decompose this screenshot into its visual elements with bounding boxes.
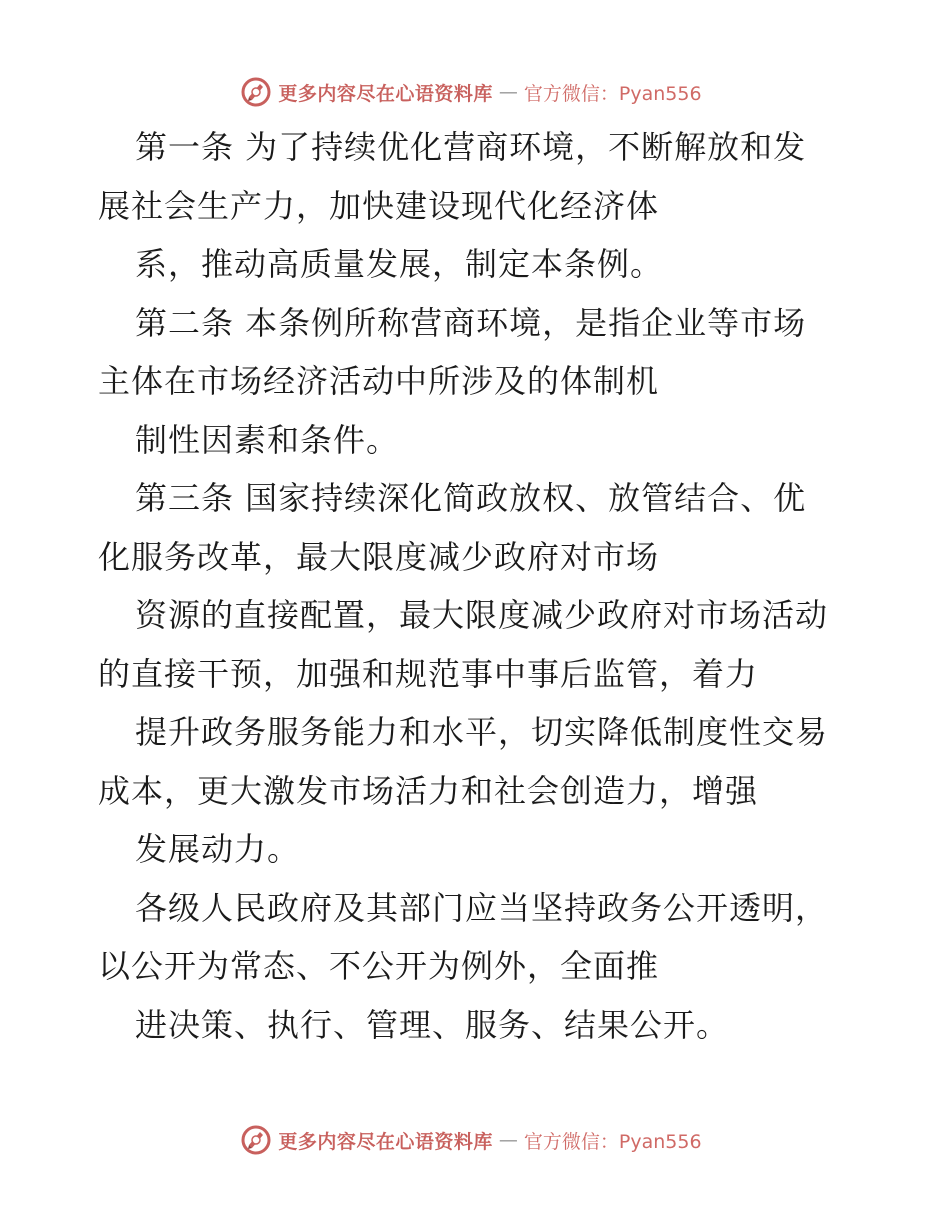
text-line: 各级人民政府及其部门应当坚持政务公开透明， xyxy=(135,888,829,927)
text-line: 第二条 本条例所称营商环境，是指企业等市场 xyxy=(135,303,807,342)
text-line: 的直接干预，加强和规范事中事后监管，着力 xyxy=(98,654,759,693)
text-line: 以公开为常态、不公开为例外，全面推 xyxy=(98,947,660,985)
text-line: 第三条 国家持续深化简政放权、放管结合、优 xyxy=(135,479,807,517)
text-line: 主体在市场经济活动中所涉及的体制机 xyxy=(98,362,660,400)
brand-logo-icon xyxy=(240,76,272,108)
text-line: 资源的直接配置，最大限度减少政府对市场活动 xyxy=(135,596,829,634)
banner-wechat-text: 官方微信：Pyan556 xyxy=(523,82,702,105)
text-line: 制性因素和条件。 xyxy=(135,420,400,459)
document-body xyxy=(98,118,858,1054)
text-line: 第一条 为了持续优化营商环境，不断解放和发 xyxy=(135,128,807,166)
banner-main-text: 更多内容尽在心语资料库 xyxy=(278,82,493,105)
banner-separator: — xyxy=(498,1129,518,1151)
text-line: 发展动力。 xyxy=(135,830,301,868)
footer-banner xyxy=(0,1120,950,1160)
banner-wechat-text: 官方微信：Pyan556 xyxy=(523,1130,702,1153)
banner-main-text: 更多内容尽在心语资料库 xyxy=(278,1130,493,1153)
banner-separator: — xyxy=(498,81,518,103)
text-line: 展社会生产力，加快建设现代化经济体 xyxy=(98,186,660,225)
text-line: 化服务改革，最大限度减少政府对市场 xyxy=(98,537,660,576)
text-line: 系，推动高质量发展，制定本条例。 xyxy=(135,245,664,283)
text-line: 进决策、执行、管理、服务、结果公开。 xyxy=(135,1005,730,1044)
text-line: 提升政务服务能力和水平，切实降低制度性交易 xyxy=(135,713,829,751)
text-line: 成本，更大激发市场活力和社会创造力，增强 xyxy=(98,771,759,810)
header-banner xyxy=(0,72,950,112)
brand-logo-icon xyxy=(240,1124,272,1156)
